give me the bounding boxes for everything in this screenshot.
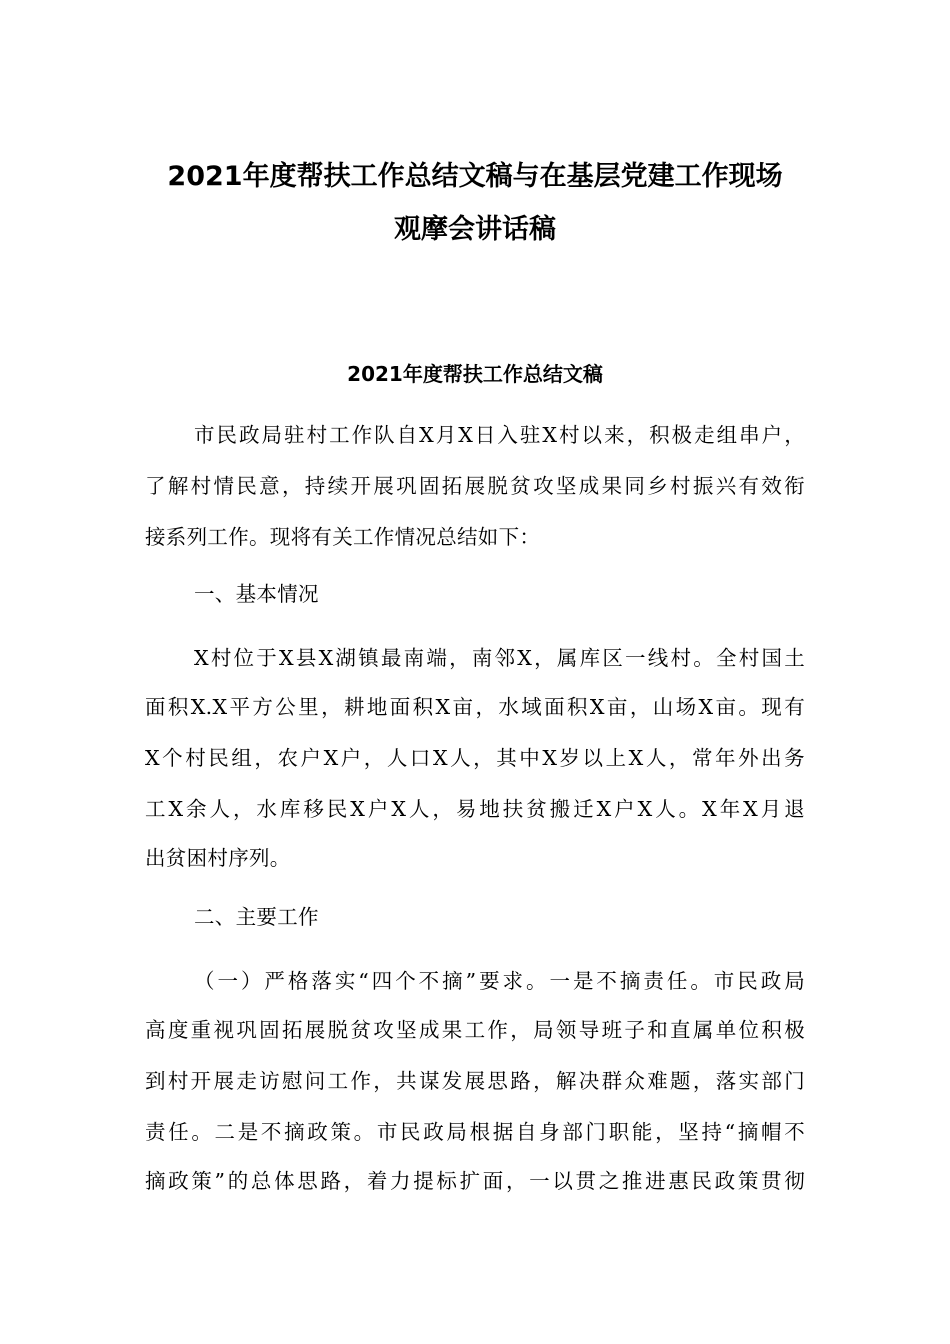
heading-main-work: 二、主要工作	[194, 905, 319, 929]
document-title-line-1: 2021年度帮扶工作总结文稿与在基层党建工作现场	[167, 161, 783, 192]
document-title	[100, 150, 850, 256]
paragraph-line: X村位于X县X湖镇最南端，南邻X，属库区一线村。全村国土	[194, 646, 805, 670]
paragraph-line: 了解村情民意，持续开展巩固拓展脱贫攻坚成果同乡村振兴有效衔	[145, 474, 805, 498]
paragraph-line: 接系列工作。现将有关工作情况总结如下：	[145, 525, 541, 549]
paragraph-line: 责任。二是不摘政策。市民政局根据自身部门职能，坚持“摘帽不	[145, 1120, 805, 1144]
paragraph-line: 摘政策”的总体思路，着力提标扩面，一以贯之推进惠民政策贯彻	[145, 1169, 805, 1193]
paragraph-line: 高度重视巩固拓展脱贫攻坚成果工作，局领导班子和直属单位积极	[145, 1018, 805, 1042]
paragraph-line: X个村民组，农户X户，人口X人，其中X岁以上X人，常年外出务	[145, 746, 805, 770]
paragraph-line: 面积X.X平方公里，耕地面积X亩，水域面积X亩，山场X亩。现有	[145, 695, 805, 719]
paragraph-line: 工X余人，水库移民X户X人，易地扶贫搬迁X户X人。X年X月退	[145, 797, 805, 821]
heading-basic-situation: 一、基本情况	[194, 582, 319, 606]
section-title: 2021年度帮扶工作总结文稿	[347, 362, 603, 386]
paragraph-line: 出贫困村序列。	[145, 846, 291, 870]
paragraph-line: 到村开展走访慰问工作，共谋发展思路，解决群众难题，落实部门	[145, 1069, 805, 1093]
document-title-line-2: 观摩会讲话稿	[394, 214, 556, 245]
paragraph-line: （一）严格落实“四个不摘”要求。一是不摘责任。市民政局	[194, 969, 805, 993]
paragraph-line: 市民政局驻村工作队自X月X日入驻X村以来，积极走组串户，	[194, 423, 805, 447]
